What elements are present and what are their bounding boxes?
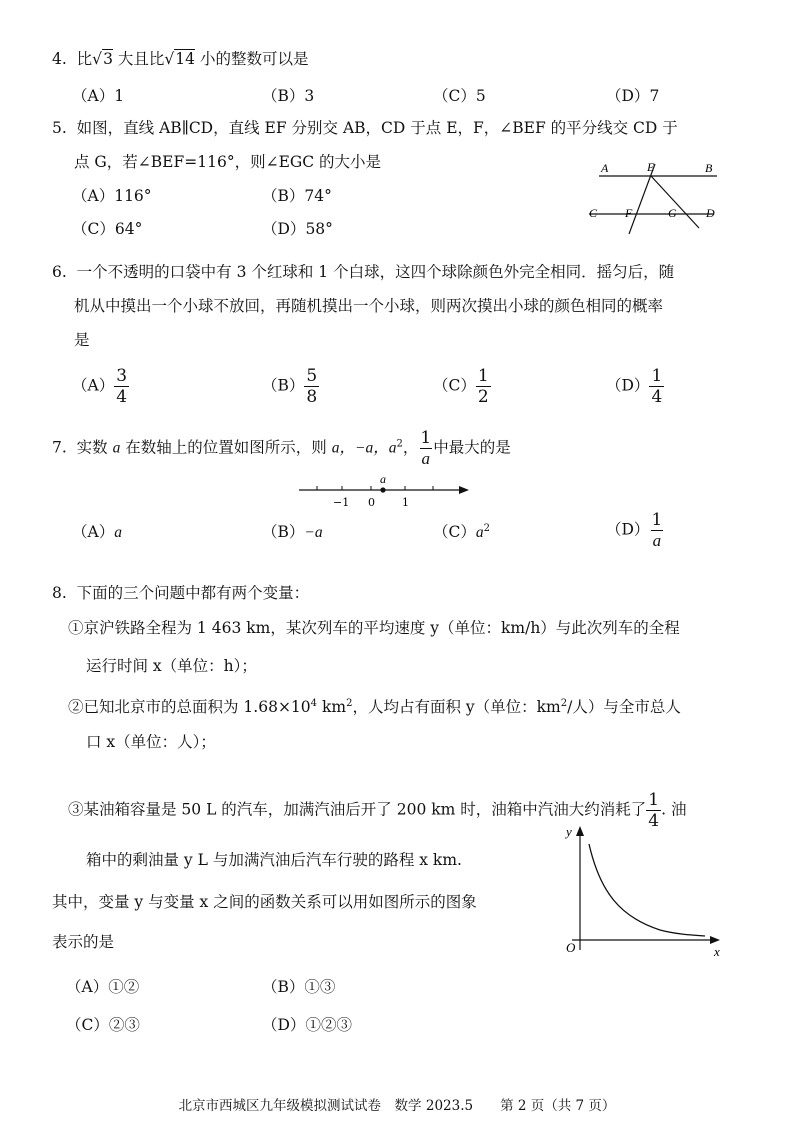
q8-option-d: （D）①②③: [262, 1016, 352, 1034]
q8-conclusion-line2: 表示的是: [52, 933, 115, 951]
q8-item1-line1: ①京沪铁路全程为 1 463 km，某次列车的平均速度 y（单位：km/h）与此次列车的全程: [68, 619, 680, 637]
q8-item2-line1: ②已知北京市的总面积为 $1.68\times 10^4$ $km^2$，人均占有面积 y（单位：$km^2/$人）与全市总人: [68, 698, 681, 717]
q6-option-b: （B） $\frac{5}{8}$: [262, 366, 318, 407]
tick-label: 1: [402, 496, 409, 509]
tick-label: 0: [368, 496, 375, 509]
question-6-line1: 6. 一个不透明的口袋中有 3 个红球和 1 个白球，这四个球除颜色外完全相同．摇匀后，随: [52, 263, 675, 281]
q8-item3-line2: 箱中的剩油量 y L 与加满汽油后汽车行驶的路程 x km.: [86, 851, 462, 869]
y-axis-arrow: [576, 826, 584, 836]
q8-option-c: （C）②③: [66, 1016, 140, 1034]
q8-option-b: （B）①③: [262, 978, 336, 996]
label-b: B: [705, 161, 713, 175]
number-line: [295, 470, 475, 512]
parallel-lines-figure: [585, 158, 725, 238]
q8-conclusion-line1: 其中，变量 y 与变量 x 之间的函数关系可以用如图所示的图象: [52, 893, 477, 911]
decreasing-curve: [589, 844, 705, 936]
tick-label: −1: [333, 496, 350, 509]
q5-option-c: （C）64°: [72, 220, 143, 238]
page-footer: 北京市西城区九年级模拟测试试卷 数学 2023.5 第 2 页（共 7 页）: [178, 1098, 616, 1114]
label-f: F: [625, 206, 633, 220]
bisector-eg: [651, 176, 699, 228]
function-graph: [560, 822, 730, 962]
question-5-line1: 5. 如图，直线 AB∥CD，直线 EF 分别交 AB，CD 于点 E，F，∠BEF 的平分线交 CD 于: [52, 119, 678, 137]
q5-option-d: （D）58°: [262, 220, 333, 238]
label-a: A: [601, 161, 609, 175]
q8-option-a: （A）①②: [66, 978, 140, 996]
q7-option-d: （D） $\frac{1}{a}$: [606, 510, 663, 550]
q7-option-b: （B）−a: [262, 523, 323, 541]
question-6-line3: 是: [74, 331, 90, 349]
question-7-stem: 7. 实数 a 在数轴上的位置如图所示，则 a，−a，$a^2$， $\frac{1}{a}$ 中最大的是: [52, 428, 511, 468]
question-5-line2: 点 G，若∠BEF=116°，则∠EGC 的大小是: [74, 153, 382, 171]
q4-option-b: （B）3: [262, 87, 315, 105]
q5-option-b: （B）74°: [262, 187, 332, 205]
q4-option-a: （A）1: [72, 87, 125, 105]
q5-option-a: （A）116°: [72, 187, 152, 205]
q7-option-c: $(C)a^2$: [433, 522, 490, 541]
label-d: D: [706, 206, 715, 220]
question-8-intro: 8. 下面的三个问题中都有两个变量：: [52, 584, 310, 602]
question-6-line2: 机从中摸出一个小球不放回，再随机摸出一个小球，则两次摸出小球的颜色相同的概率: [74, 297, 664, 315]
x-axis-arrow: [710, 936, 720, 944]
label-c: C: [589, 206, 598, 220]
q6-option-d: （D） $\frac{1}{4}$: [606, 366, 663, 407]
q4-option-d: （D）7: [606, 87, 660, 105]
q7-option-a: （A）a: [72, 523, 122, 541]
x-label: x: [714, 944, 720, 959]
q4-option-c: （C）5: [433, 87, 486, 105]
point-a-label: a: [380, 472, 386, 486]
question-4-stem: 4. 比√3 大且比√14 小的整数可以是: [52, 50, 309, 68]
q6-option-c: （C） $\frac{1}{2}$: [433, 366, 489, 407]
q8-item2-line2: 口 x（单位：人）；: [86, 733, 216, 751]
q8-item3-line1: ③某油箱容量是 50 L 的汽车，加满汽油后开了 200 km 时，油箱中汽油大约消耗了 $\frac{1}{4}$ . 油: [68, 790, 687, 831]
point-a: [380, 487, 385, 492]
origin-label: O: [566, 940, 576, 955]
label-e: E: [647, 160, 655, 174]
axis-arrow: [459, 486, 469, 494]
label-g: G: [668, 206, 677, 220]
q6-option-a: （A） $\frac{3}{4}$: [72, 366, 128, 407]
q8-item1-line2: 运行时间 x（单位：h）；: [86, 657, 257, 675]
line-ef: [629, 164, 655, 234]
y-label: y: [566, 824, 572, 839]
